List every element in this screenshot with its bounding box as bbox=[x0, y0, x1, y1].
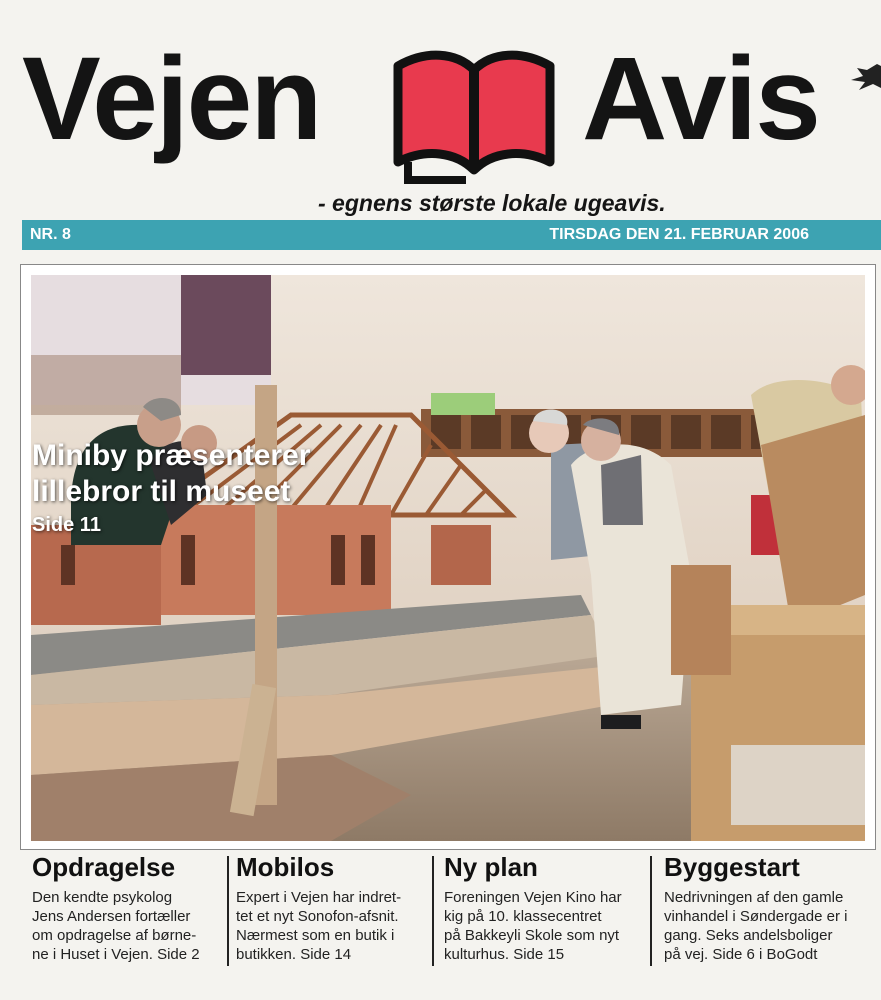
news-title: Mobilos bbox=[236, 852, 335, 882]
open-book-icon bbox=[386, 44, 562, 184]
news-text: Nedrivningen af den gamle vinhandel i Søndergade er i gang. Seks andelsboliger på vej. Side 6 i BoGodt bbox=[664, 889, 848, 963]
news-text: Foreningen Vejen Kino har kig på 10. klassecentret på Bakkeyli Skole som nyt kulturhus. Side 15 bbox=[444, 889, 622, 963]
news-text: Expert i Vejen har indret- tet et nyt Sonofon-afsnit. Nærmest som en butik i butikken. Side 14 bbox=[236, 889, 402, 963]
issue-number: NR. 8 bbox=[30, 226, 71, 243]
issue-date-bar bbox=[22, 220, 881, 250]
news-item-opdragelse[interactable] bbox=[32, 852, 227, 982]
masthead bbox=[0, 0, 881, 220]
news-item-byggestart[interactable] bbox=[664, 852, 874, 982]
issue-date: TIRSDAG DEN 21. FEBRUAR 2006 bbox=[549, 226, 809, 243]
news-title: Ny plan bbox=[444, 852, 538, 882]
news-item-mobilos[interactable] bbox=[236, 852, 432, 982]
column-divider bbox=[650, 856, 652, 966]
headline-line-1: Miniby præsenterer bbox=[32, 439, 311, 472]
lead-photo-frame bbox=[20, 264, 876, 850]
news-title: Opdragelse bbox=[32, 852, 176, 882]
headline-line-2: lillebror til museet bbox=[32, 475, 291, 508]
news-text: Den kendte psykolog Jens Andersen fortæller om opdragelse af børne- ne i Huset i Vejen. Side 2 bbox=[32, 889, 200, 963]
lead-page-reference: Side 11 bbox=[32, 514, 101, 536]
decorative-bird-icon bbox=[837, 56, 881, 116]
workshop-photo-illustration bbox=[31, 275, 865, 841]
news-teasers bbox=[22, 852, 874, 992]
news-item-ny-plan[interactable] bbox=[444, 852, 649, 982]
tagline: - egnens største lokale ugeavis. bbox=[318, 190, 666, 216]
column-divider bbox=[227, 856, 229, 966]
newspaper-title-avis: Avis bbox=[582, 33, 819, 165]
column-divider bbox=[432, 856, 434, 966]
newspaper-title-vejen: Vejen bbox=[22, 33, 321, 165]
lead-headline[interactable] bbox=[32, 438, 310, 538]
lead-photo[interactable] bbox=[31, 275, 865, 841]
news-title: Byggestart bbox=[664, 852, 800, 882]
